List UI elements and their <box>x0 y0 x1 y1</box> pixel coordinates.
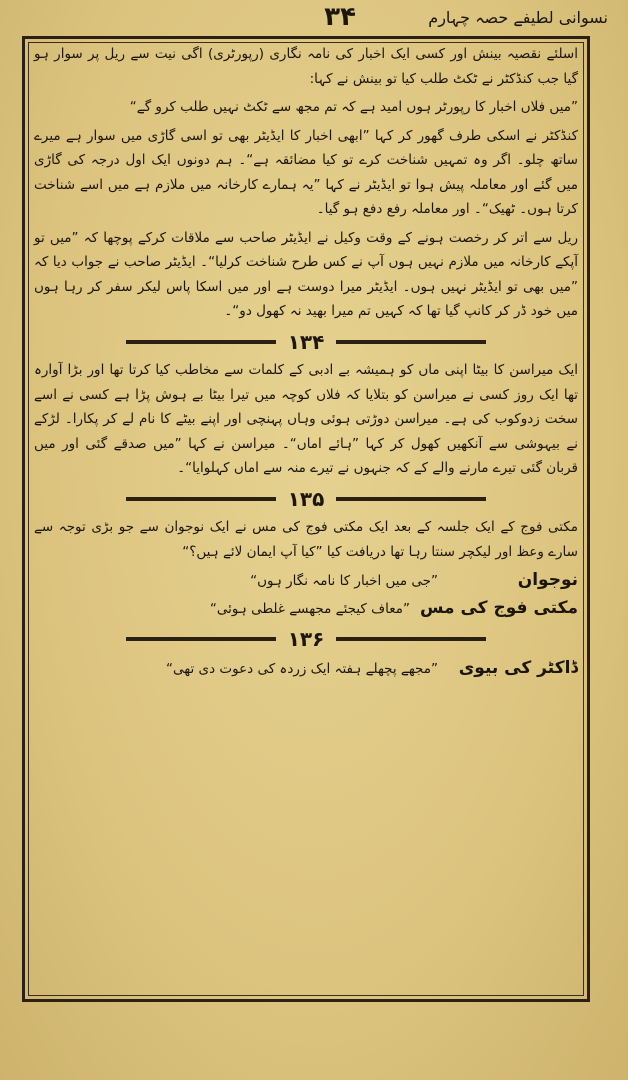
speaker-line: ”جی میں اخبار کا نامہ نگار ہوں“ <box>250 573 438 589</box>
divider <box>336 637 486 641</box>
page-header <box>20 4 614 34</box>
divider <box>126 497 276 501</box>
paragraph: ریل سے اتر کر رخصت ہونے کے وقت وکیل نے ایڈیٹر صاحب سے ملاقات کرکے پوچھا کہ ”میں تو آپکے کارخانہ میں ملازم نہیں ہوں آپ نے کس طرح شناخت کرلیا“۔ ایڈیٹر صاحب نے جواب دیا کہ ”میں بھی تو ایڈیٹر نہیں ہوں۔ ایڈیٹر میرا دوست ہے اور میں اسکا پاس لیکر سفر کر رہا ہوں میں خود ڈر کر کانپ گیا تھا کہ کہیں تم میرا بھید نہ کھول دو“۔ <box>34 229 578 319</box>
speaker-name: نوجوان <box>517 570 578 590</box>
speaker-line: ”معاف کیجئے مجھسے غلطی ہوئی“ <box>209 600 410 617</box>
speaker-name: مکتی فوج کی مس <box>420 597 578 618</box>
anecdote-number-135 <box>34 487 578 512</box>
dialogue-line <box>34 568 578 594</box>
paragraph: مکتی فوج کے ایک جلسہ کے بعد ایک مکتی فوج کی مس نے ایک نوجوان سے جو بڑی توجہ سے سارے وعظ اور لیکچر سنتا رہا تھا دریافت کیا ”کیا آپ ایمان لائے ہیں؟“ <box>34 519 578 560</box>
paragraph: ”میں فلاں اخبار کا رپورٹر ہوں امید ہے کہ تم مجھ سے ٹکٹ نہیں طلب کرو گے“ <box>129 99 578 115</box>
divider <box>126 637 276 641</box>
anecdote-number: ۱۳۶ <box>287 627 325 651</box>
paragraph: اسلئے نقصیہ بینش اور کسی ایک اخبار کی نامہ نگاری (رپورٹری) اگی نیت سے ریل پر سوار ہو گیا جب کنڈکٹر نے ٹکٹ طلب کیا تو بینش نے کہا: <box>34 46 578 87</box>
anecdote-number-136 <box>34 627 578 652</box>
divider <box>126 340 276 344</box>
speaker-line: ”مجھے پچھلے ہفتہ ایک زردہ کی دعوت دی تھی“ <box>166 660 438 677</box>
anecdote-number: ۱۳۵ <box>287 486 325 511</box>
speaker-name: ڈاکٹر کی بیوی <box>458 657 578 678</box>
text-block <box>34 42 578 992</box>
paragraph: ایک میراسن کا بیٹا اپنی ماں کو ہمیشہ بے ادبی کے کلمات سے مخاطب کیا کرتا تھا اور بڑا آوارہ تھا ایک روز کسی نے میراسن کو بتلایا کہ فلاں کوچہ میں تیرا بیٹا بے ہوش پڑا ہے کسی نے اسے سخت زدوکوب کی ہے۔ میراسن دوڑتی ہوئی وہاں پہنچی اور اپنے بیٹے کا نام لے کر پکارا۔ لڑکے نے بیہوشی سے آنکھیں کھول کر کہا ”ہائے اماں“۔ میراسن نے کہا ”میں صدقے گئی اور میں قربان گئی تیرے مارنے والے کے کہ جنہوں نے تیرے منہ سے اماں کہلوایا“۔ <box>34 362 578 476</box>
paragraph: کنڈکٹر نے اسکی طرف گھور کر کہا ”ابھی اخبار کا ایڈیٹر بھی تو اسی گاڑی میں سوار ہے میرے ساتھ چلو۔ اگر وہ تمہیں شناخت کرے تو کیا مضائقہ ہے“۔ ہم دونوں ایک اول درجہ کی گاڑی میں گئے اور معاملہ پیش ہوا تو ایڈیٹر نے کہا ”یہ ہمارے کارخانہ میں ملازم ہے میں اسے شناخت کرتا ہوں۔ ٹھیک“۔ اور معاملہ رفع دفع ہو گیا۔ <box>34 127 578 217</box>
anecdote-number-134 <box>34 330 578 355</box>
running-title: نسوانی لطیفے حصہ چہارم <box>428 8 608 27</box>
divider <box>336 497 486 501</box>
page-number: ۳۴ <box>324 2 356 32</box>
anecdote-number: ۱۳۴ <box>287 329 325 354</box>
dialogue-line <box>34 656 578 682</box>
dialogue-line <box>34 596 578 622</box>
divider <box>336 340 486 344</box>
